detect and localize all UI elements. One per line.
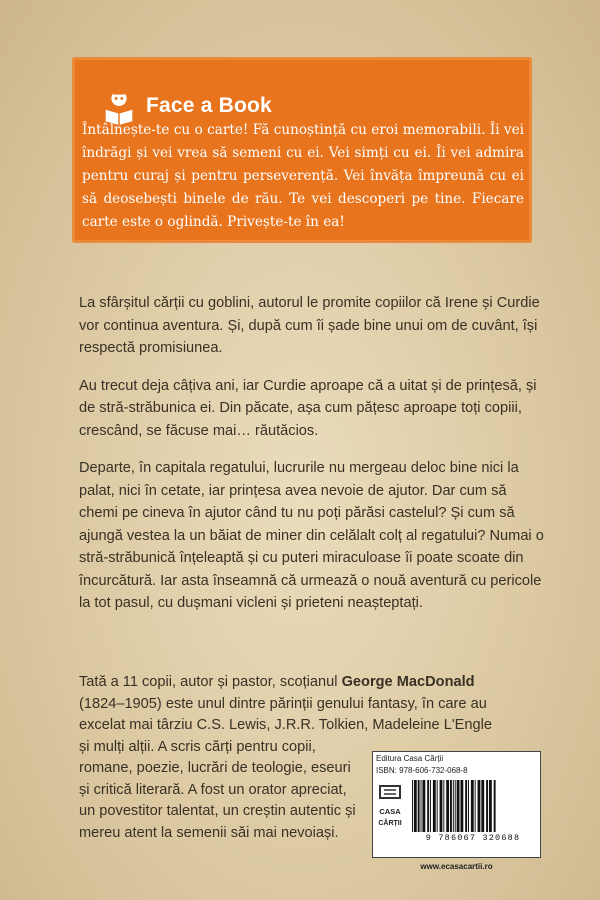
barcode (410, 780, 536, 832)
description-paragraph-3: Departe, în capitala regatului, lucrurile nu mergeau deloc bine nici la palat, nici în cetate, iar prințesa avea nevoie de ajutor. Dar cum să chemi pe cineva în ajutor când tu nu poți părăsi castelul? Și cum să ajungă vestea la un băiat de miner din celălalt colț al regatului? Numai o stră-străbunică înțeleaptă și cu puteri miraculoase îi poate scoate din încurcătură. Iar asta înseamnă că urmează o nouă aventură cu pericole la tot pasul, cu dușmani vicleni și prieteni neașteptați. (79, 460, 544, 611)
casa-cartii-logo (376, 783, 404, 839)
publisher-name: Editura Casa Cărții (376, 754, 444, 763)
face-a-book-panel (72, 57, 532, 243)
brand-title: Face a Book (146, 94, 272, 117)
bio-line-2: (1824–1905) este unul dintre părinții genului fantasy, în care au (79, 695, 487, 712)
author-name: George MacDonald (341, 674, 475, 690)
publisher-website: www.ecasacartii.ro (420, 862, 493, 871)
bio-line-1: Tată a 11 copii, autor și pastor, scoțianul George MacDonald (79, 674, 475, 690)
bio-line-3: excelat mai târziu C.S. Lewis, J.R.R. Tolkien, Madeleine L'Engle (79, 717, 492, 733)
barcode-digits: 9 786067 320688 (425, 833, 521, 843)
promo-text: Întâlnește-te cu o carte! Fă cunoștință cu eroi memorabili. Îi vei îndrăgi și vei vrea să semeni cu ei. Vei simți cu ei. Îi vei admira pentru curaj și pentru perseverență. Vei învăța împreună cu ei să deosebești binele de rău. Te vei descoperi pe tine. Fiecare carte este o oglindă. Privește-te în ea! (82, 122, 524, 230)
isbn-number: ISBN: 978-606-732-068-8 (376, 766, 468, 775)
svg-text:CASA: CASA (379, 807, 401, 816)
svg-text:CĂRȚII: CĂRȚII (378, 820, 402, 827)
bio-rest: și mulți alții. A scris cărți pentru copii, romane, poezie, lucrări de teologie, eseuri și critică literară. A fost un orator apreciat, un povestitor talentat, un creștin autentic și mereu atent la semenii săi mai nevoiași. (79, 738, 356, 841)
book-description (79, 292, 547, 630)
description-paragraph-2: Au trecut deja câțiva ani, iar Curdie aproape că a uitat și de prințesă, și de stră-străbunica ei. Din păcate, așa cum pățesc aproape toți copiii, crescând, se făcuse mai… răutăcios. (79, 377, 537, 439)
isbn-box (372, 751, 541, 871)
description-paragraph-1: La sfârșitul cărții cu goblini, autorul le promite copiilor că Irene și Curdie vor continua aventura. Și, după cum îi șade bine unui om de cuvânt, își respectă promisiunea. (79, 295, 540, 356)
